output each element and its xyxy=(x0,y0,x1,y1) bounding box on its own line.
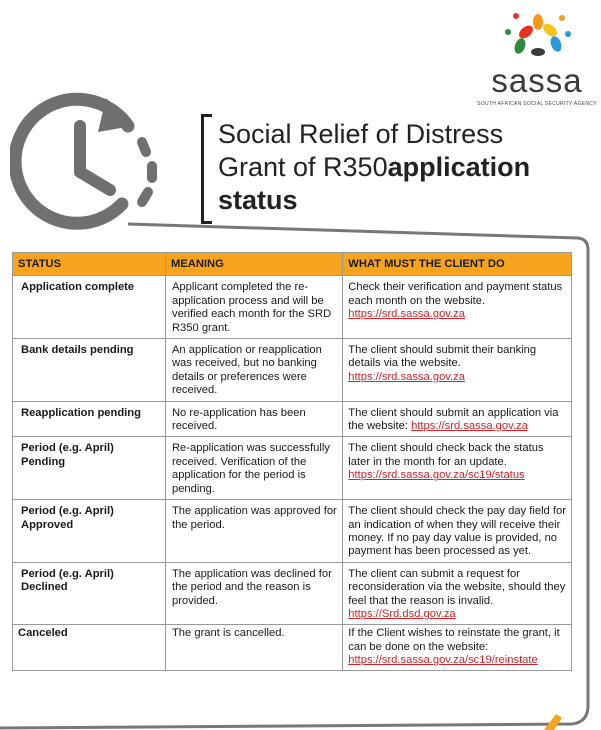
meaning-cell: No re-application has been received. xyxy=(165,401,342,437)
action-text: Check their verification and payment status each month on the website. xyxy=(348,281,563,307)
header-meaning: MEANING xyxy=(165,253,342,276)
clock-icon xyxy=(10,86,170,236)
status-cell: Period (e.g. April) Declined xyxy=(13,562,166,625)
meaning-cell: Re-application was successfully received. Verification of the application for the period is pending. xyxy=(165,437,342,500)
title-bracket xyxy=(201,114,212,224)
logo-wordmark: sassa xyxy=(491,62,583,99)
srd-status-link[interactable]: https://srd.sassa.gov.za/sc19/status xyxy=(348,469,525,482)
meaning-cell: The application was declined for the period and the reason is provided. xyxy=(165,562,342,625)
header-status: STATUS xyxy=(13,253,166,276)
table-row xyxy=(13,625,572,670)
meaning-cell: The grant is cancelled. xyxy=(165,625,342,670)
table-row xyxy=(13,562,572,625)
action-cell xyxy=(343,500,572,563)
status-cell: Application complete xyxy=(13,276,166,339)
status-cell: Period (e.g. April) Approved xyxy=(13,500,166,563)
meaning-cell: An application or reapplication was received, but no banking details or preferences were received. xyxy=(165,339,342,402)
table-row xyxy=(13,276,572,339)
header-action: WHAT MUST THE CLIENT DO xyxy=(343,253,572,276)
action-text: The client should submit an application via the website: xyxy=(348,406,559,433)
meaning-cell: Applicant completed the re-application process and will be verified each month for the SRD R350 grant. xyxy=(165,276,342,339)
action-cell xyxy=(343,437,572,500)
srd-link[interactable]: https://srd.sassa.gov.za xyxy=(348,370,465,383)
action-cell xyxy=(343,339,572,402)
action-cell xyxy=(343,625,572,670)
title-bold: application status xyxy=(218,152,531,215)
table-row xyxy=(13,401,572,437)
logo-subtitle: SOUTH AFRICAN SOCIAL SECURITY AGENCY xyxy=(477,101,597,107)
action-cell xyxy=(343,276,572,339)
meaning-cell: The application was approved for the period. xyxy=(165,500,342,563)
status-cell: Reapplication pending xyxy=(13,401,166,437)
table-row xyxy=(13,500,572,563)
corner-accent-icon xyxy=(540,712,570,730)
table-row xyxy=(13,339,572,402)
srd-link[interactable]: https://srd.sassa.gov.za xyxy=(411,420,528,433)
action-text: The client should submit their banking details via the website. xyxy=(348,344,537,370)
table-header-row xyxy=(13,253,572,276)
status-table xyxy=(12,252,572,671)
action-text: The client can submit a request for reconsideration via the website, should they feel that the reason is invalid. xyxy=(348,567,566,607)
action-cell xyxy=(343,562,572,625)
page-title xyxy=(218,118,578,217)
srd-link[interactable]: https://srd.sassa.gov.za xyxy=(348,308,465,321)
status-cell: Bank details pending xyxy=(13,339,166,402)
reinstate-link[interactable]: https://srd.sassa.gov.za/sc19/reinstate xyxy=(348,654,538,667)
title-regular: Social Relief of Distress Grant of R350 xyxy=(218,119,504,182)
action-text: The client should check the pay day field for an indication of when they will receive their money. If no pay day value is provided, no payment has been processed as yet. xyxy=(348,505,566,558)
hands-logo-icon xyxy=(476,2,598,64)
status-cell: Period (e.g. April) Pending xyxy=(13,437,166,500)
table-row xyxy=(13,437,572,500)
dsd-link[interactable]: https://Srd.dsd.gov.za xyxy=(348,607,456,620)
action-text: If the Client wishes to reinstate the grant, it can be done on the website: xyxy=(348,627,560,653)
sassa-logo xyxy=(476,2,598,108)
status-cell: Canceled xyxy=(13,625,166,670)
action-text: The client should check back the status later in the month for an update. xyxy=(348,442,544,468)
action-cell xyxy=(343,401,572,437)
